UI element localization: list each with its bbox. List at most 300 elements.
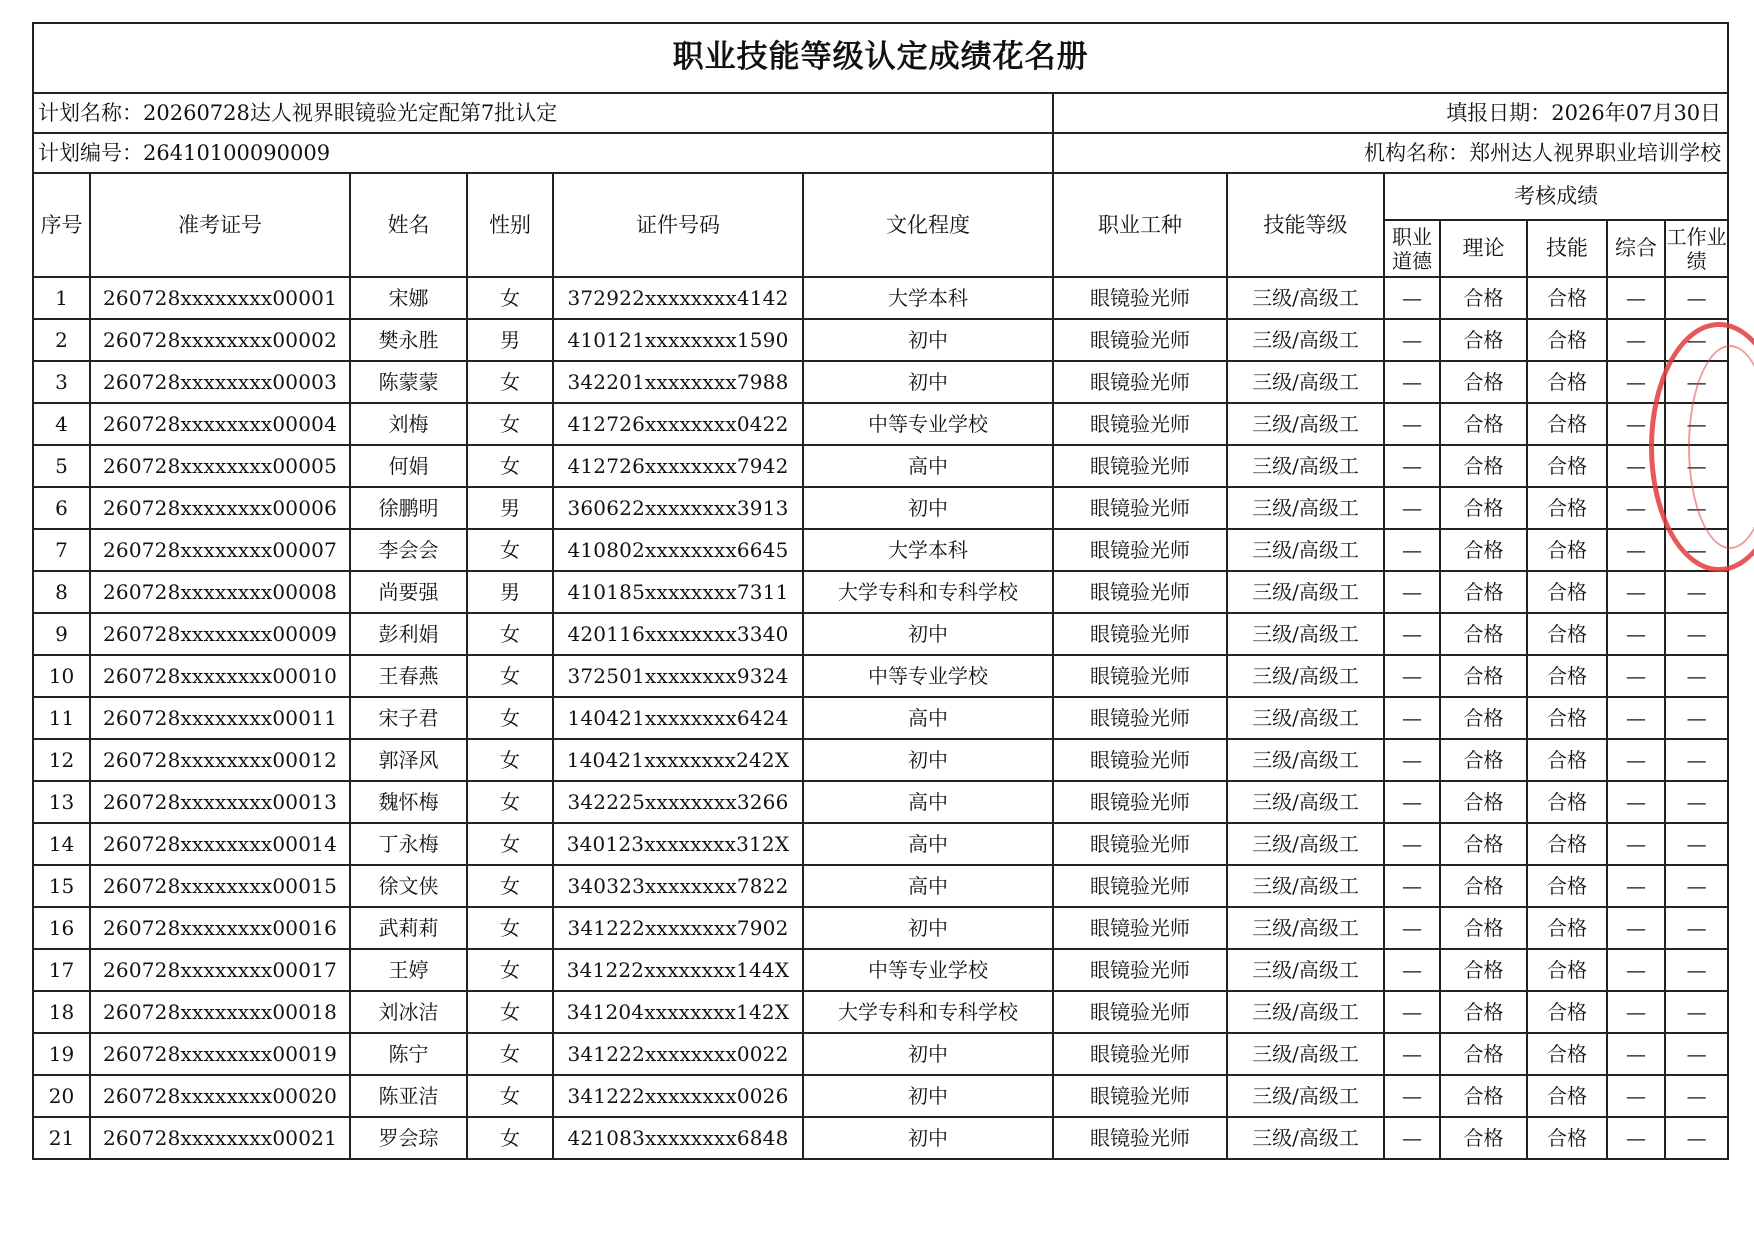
cell-occupation: 眼镜验光师	[1053, 613, 1227, 655]
cell-gender: 女	[467, 1075, 553, 1117]
cell-name: 徐文侠	[350, 865, 467, 907]
cell-skill: 合格	[1527, 277, 1607, 319]
cell-occupation: 眼镜验光师	[1053, 571, 1227, 613]
cell-comprehensive: —	[1607, 571, 1665, 613]
cell-performance: —	[1665, 655, 1728, 697]
cell-performance: —	[1665, 739, 1728, 781]
cell-gender: 女	[467, 655, 553, 697]
cell-comprehensive: —	[1607, 361, 1665, 403]
cell-skill: 合格	[1527, 781, 1607, 823]
table-row	[33, 1033, 1728, 1075]
cell-education: 初中	[803, 1117, 1053, 1159]
cell-theory: 合格	[1440, 1117, 1527, 1159]
cell-level: 三级/高级工	[1227, 781, 1384, 823]
header-level: 技能等级	[1227, 173, 1384, 277]
cell-name: 李会会	[350, 529, 467, 571]
cell-gender: 女	[467, 907, 553, 949]
cell-skill: 合格	[1527, 697, 1607, 739]
cell-gender: 女	[467, 403, 553, 445]
cell-comprehensive: —	[1607, 487, 1665, 529]
cell-performance: —	[1665, 361, 1728, 403]
cell-performance: —	[1665, 781, 1728, 823]
cell-education: 初中	[803, 613, 1053, 655]
cell-occupation: 眼镜验光师	[1053, 991, 1227, 1033]
cell-exam-no: 260728xxxxxxxx00002	[90, 319, 350, 361]
cell-occupation: 眼镜验光师	[1053, 1117, 1227, 1159]
cell-id-no: 360622xxxxxxxx3913	[553, 487, 803, 529]
cell-level: 三级/高级工	[1227, 1075, 1384, 1117]
cell-exam-no: 260728xxxxxxxx00018	[90, 991, 350, 1033]
header-exam-no: 准考证号	[90, 173, 350, 277]
cell-ethics: —	[1384, 613, 1440, 655]
cell-name: 何娟	[350, 445, 467, 487]
cell-level: 三级/高级工	[1227, 739, 1384, 781]
cell-ethics: —	[1384, 781, 1440, 823]
cell-seq: 12	[33, 739, 90, 781]
cell-id-no: 410802xxxxxxxx6645	[553, 529, 803, 571]
cell-exam-no: 260728xxxxxxxx00015	[90, 865, 350, 907]
cell-gender: 女	[467, 277, 553, 319]
cell-level: 三级/高级工	[1227, 655, 1384, 697]
table-row	[33, 865, 1728, 907]
cell-level: 三级/高级工	[1227, 823, 1384, 865]
cell-skill: 合格	[1527, 823, 1607, 865]
cell-performance: —	[1665, 319, 1728, 361]
cell-comprehensive: —	[1607, 991, 1665, 1033]
cell-occupation: 眼镜验光师	[1053, 403, 1227, 445]
cell-name: 罗会琮	[350, 1117, 467, 1159]
cell-comprehensive: —	[1607, 655, 1665, 697]
cell-exam-no: 260728xxxxxxxx00014	[90, 823, 350, 865]
cell-occupation: 眼镜验光师	[1053, 445, 1227, 487]
header-gender: 性别	[467, 173, 553, 277]
cell-ethics: —	[1384, 739, 1440, 781]
cell-exam-no: 260728xxxxxxxx00001	[90, 277, 350, 319]
cell-level: 三级/高级工	[1227, 907, 1384, 949]
cell-gender: 女	[467, 865, 553, 907]
header-comprehensive: 综合	[1607, 220, 1665, 277]
cell-education: 大学本科	[803, 277, 1053, 319]
roster-table	[32, 22, 1729, 1160]
cell-occupation: 眼镜验光师	[1053, 739, 1227, 781]
cell-seq: 4	[33, 403, 90, 445]
cell-level: 三级/高级工	[1227, 865, 1384, 907]
cell-skill: 合格	[1527, 613, 1607, 655]
cell-exam-no: 260728xxxxxxxx00012	[90, 739, 350, 781]
cell-seq: 16	[33, 907, 90, 949]
cell-seq: 2	[33, 319, 90, 361]
cell-performance: —	[1665, 529, 1728, 571]
cell-education: 高中	[803, 823, 1053, 865]
table-row	[33, 655, 1728, 697]
table-row	[33, 529, 1728, 571]
cell-name: 陈亚洁	[350, 1075, 467, 1117]
fill-date-label: 填报日期：	[1446, 100, 1552, 125]
cell-seq: 8	[33, 571, 90, 613]
cell-seq: 1	[33, 277, 90, 319]
cell-name: 刘冰洁	[350, 991, 467, 1033]
cell-exam-no: 260728xxxxxxxx00006	[90, 487, 350, 529]
table-row	[33, 487, 1728, 529]
cell-performance: —	[1665, 865, 1728, 907]
cell-gender: 男	[467, 319, 553, 361]
table-row	[33, 1075, 1728, 1117]
cell-comprehensive: —	[1607, 277, 1665, 319]
cell-name: 丁永梅	[350, 823, 467, 865]
cell-id-no: 410185xxxxxxxx7311	[553, 571, 803, 613]
cell-gender: 女	[467, 361, 553, 403]
table-row	[33, 781, 1728, 823]
cell-exam-no: 260728xxxxxxxx00003	[90, 361, 350, 403]
cell-seq: 6	[33, 487, 90, 529]
cell-level: 三级/高级工	[1227, 361, 1384, 403]
plan-no-value: 26410100090009	[143, 140, 331, 165]
cell-education: 初中	[803, 907, 1053, 949]
cell-comprehensive: —	[1607, 319, 1665, 361]
table-row	[33, 907, 1728, 949]
cell-performance: —	[1665, 571, 1728, 613]
table-row	[33, 445, 1728, 487]
cell-education: 初中	[803, 1075, 1053, 1117]
cell-name: 宋娜	[350, 277, 467, 319]
cell-exam-no: 260728xxxxxxxx00016	[90, 907, 350, 949]
cell-name: 彭利娟	[350, 613, 467, 655]
cell-comprehensive: —	[1607, 823, 1665, 865]
table-row	[33, 1117, 1728, 1159]
cell-seq: 21	[33, 1117, 90, 1159]
cell-theory: 合格	[1440, 319, 1527, 361]
cell-education: 大学专科和专科学校	[803, 571, 1053, 613]
cell-skill: 合格	[1527, 403, 1607, 445]
cell-exam-no: 260728xxxxxxxx00004	[90, 403, 350, 445]
cell-id-no: 341222xxxxxxxx0026	[553, 1075, 803, 1117]
cell-performance: —	[1665, 277, 1728, 319]
cell-skill: 合格	[1527, 949, 1607, 991]
cell-seq: 19	[33, 1033, 90, 1075]
cell-seq: 10	[33, 655, 90, 697]
cell-exam-no: 260728xxxxxxxx00010	[90, 655, 350, 697]
plan-name-cell	[33, 93, 1053, 133]
cell-ethics: —	[1384, 1117, 1440, 1159]
cell-skill: 合格	[1527, 529, 1607, 571]
cell-theory: 合格	[1440, 361, 1527, 403]
cell-skill: 合格	[1527, 907, 1607, 949]
cell-level: 三级/高级工	[1227, 319, 1384, 361]
cell-name: 郭泽风	[350, 739, 467, 781]
cell-exam-no: 260728xxxxxxxx00007	[90, 529, 350, 571]
cell-theory: 合格	[1440, 823, 1527, 865]
header-name: 姓名	[350, 173, 467, 277]
cell-seq: 9	[33, 613, 90, 655]
cell-performance: —	[1665, 949, 1728, 991]
cell-exam-no: 260728xxxxxxxx00005	[90, 445, 350, 487]
cell-exam-no: 260728xxxxxxxx00021	[90, 1117, 350, 1159]
table-row	[33, 613, 1728, 655]
cell-occupation: 眼镜验光师	[1053, 1075, 1227, 1117]
cell-gender: 女	[467, 991, 553, 1033]
cell-comprehensive: —	[1607, 529, 1665, 571]
cell-theory: 合格	[1440, 865, 1527, 907]
cell-theory: 合格	[1440, 1075, 1527, 1117]
cell-occupation: 眼镜验光师	[1053, 319, 1227, 361]
cell-education: 大学本科	[803, 529, 1053, 571]
cell-id-no: 140421xxxxxxxx6424	[553, 697, 803, 739]
cell-name: 王春燕	[350, 655, 467, 697]
cell-theory: 合格	[1440, 445, 1527, 487]
cell-ethics: —	[1384, 319, 1440, 361]
table-row	[33, 949, 1728, 991]
cell-performance: —	[1665, 1117, 1728, 1159]
cell-exam-no: 260728xxxxxxxx00020	[90, 1075, 350, 1117]
cell-skill: 合格	[1527, 1117, 1607, 1159]
cell-seq: 5	[33, 445, 90, 487]
cell-comprehensive: —	[1607, 949, 1665, 991]
roster-body	[33, 277, 1728, 1159]
cell-exam-no: 260728xxxxxxxx00008	[90, 571, 350, 613]
table-row	[33, 319, 1728, 361]
page-title: 职业技能等级认定成绩花名册	[33, 23, 1728, 93]
cell-education: 初中	[803, 1033, 1053, 1075]
cell-education: 高中	[803, 781, 1053, 823]
cell-id-no: 341222xxxxxxxx144X	[553, 949, 803, 991]
cell-ethics: —	[1384, 277, 1440, 319]
cell-ethics: —	[1384, 655, 1440, 697]
cell-theory: 合格	[1440, 739, 1527, 781]
cell-occupation: 眼镜验光师	[1053, 907, 1227, 949]
cell-comprehensive: —	[1607, 865, 1665, 907]
cell-ethics: —	[1384, 571, 1440, 613]
cell-occupation: 眼镜验光师	[1053, 529, 1227, 571]
cell-id-no: 372922xxxxxxxx4142	[553, 277, 803, 319]
cell-theory: 合格	[1440, 403, 1527, 445]
cell-id-no: 140421xxxxxxxx242X	[553, 739, 803, 781]
cell-seq: 20	[33, 1075, 90, 1117]
cell-skill: 合格	[1527, 1075, 1607, 1117]
cell-gender: 女	[467, 781, 553, 823]
cell-exam-no: 260728xxxxxxxx00013	[90, 781, 350, 823]
table-row	[33, 823, 1728, 865]
cell-performance: —	[1665, 613, 1728, 655]
cell-seq: 7	[33, 529, 90, 571]
cell-comprehensive: —	[1607, 1033, 1665, 1075]
cell-comprehensive: —	[1607, 613, 1665, 655]
cell-education: 高中	[803, 697, 1053, 739]
cell-theory: 合格	[1440, 529, 1527, 571]
plan-name-label: 计划名称：	[38, 100, 143, 125]
cell-name: 魏怀梅	[350, 781, 467, 823]
cell-comprehensive: —	[1607, 445, 1665, 487]
header-occupation: 职业工种	[1053, 173, 1227, 277]
header-id-no: 证件号码	[553, 173, 803, 277]
cell-id-no: 421083xxxxxxxx6848	[553, 1117, 803, 1159]
cell-performance: —	[1665, 487, 1728, 529]
cell-ethics: —	[1384, 949, 1440, 991]
cell-gender: 女	[467, 613, 553, 655]
cell-performance: —	[1665, 1075, 1728, 1117]
cell-skill: 合格	[1527, 865, 1607, 907]
cell-skill: 合格	[1527, 445, 1607, 487]
cell-theory: 合格	[1440, 949, 1527, 991]
cell-ethics: —	[1384, 823, 1440, 865]
cell-performance: —	[1665, 907, 1728, 949]
cell-level: 三级/高级工	[1227, 949, 1384, 991]
cell-level: 三级/高级工	[1227, 1033, 1384, 1075]
cell-comprehensive: —	[1607, 1075, 1665, 1117]
cell-theory: 合格	[1440, 781, 1527, 823]
cell-performance: —	[1665, 1033, 1728, 1075]
cell-id-no: 412726xxxxxxxx7942	[553, 445, 803, 487]
table-row	[33, 277, 1728, 319]
cell-id-no: 341204xxxxxxxx142X	[553, 991, 803, 1033]
fill-date-value: 2026年07月30日	[1551, 100, 1722, 125]
cell-name: 王婷	[350, 949, 467, 991]
cell-id-no: 340123xxxxxxxx312X	[553, 823, 803, 865]
cell-level: 三级/高级工	[1227, 403, 1384, 445]
cell-id-no: 341222xxxxxxxx7902	[553, 907, 803, 949]
cell-theory: 合格	[1440, 907, 1527, 949]
cell-id-no: 412726xxxxxxxx0422	[553, 403, 803, 445]
org-name-value: 郑州达人视界职业培训学校	[1469, 140, 1722, 165]
cell-exam-no: 260728xxxxxxxx00017	[90, 949, 350, 991]
cell-theory: 合格	[1440, 1033, 1527, 1075]
cell-occupation: 眼镜验光师	[1053, 361, 1227, 403]
cell-ethics: —	[1384, 487, 1440, 529]
cell-performance: —	[1665, 403, 1728, 445]
cell-theory: 合格	[1440, 613, 1527, 655]
cell-id-no: 342201xxxxxxxx7988	[553, 361, 803, 403]
cell-theory: 合格	[1440, 697, 1527, 739]
cell-occupation: 眼镜验光师	[1053, 865, 1227, 907]
cell-seq: 17	[33, 949, 90, 991]
cell-performance: —	[1665, 445, 1728, 487]
cell-level: 三级/高级工	[1227, 571, 1384, 613]
cell-name: 徐鹏明	[350, 487, 467, 529]
cell-theory: 合格	[1440, 277, 1527, 319]
cell-id-no: 342225xxxxxxxx3266	[553, 781, 803, 823]
cell-education: 中等专业学校	[803, 949, 1053, 991]
cell-skill: 合格	[1527, 991, 1607, 1033]
cell-gender: 男	[467, 571, 553, 613]
cell-ethics: —	[1384, 361, 1440, 403]
header-theory: 理论	[1440, 220, 1527, 277]
header-scores: 考核成绩	[1384, 173, 1728, 220]
cell-gender: 女	[467, 949, 553, 991]
cell-performance: —	[1665, 991, 1728, 1033]
cell-theory: 合格	[1440, 487, 1527, 529]
org-name-cell	[1053, 133, 1728, 173]
cell-occupation: 眼镜验光师	[1053, 949, 1227, 991]
cell-education: 初中	[803, 361, 1053, 403]
table-row	[33, 991, 1728, 1033]
cell-seq: 11	[33, 697, 90, 739]
cell-occupation: 眼镜验光师	[1053, 823, 1227, 865]
header-seq: 序号	[33, 173, 90, 277]
cell-id-no: 410121xxxxxxxx1590	[553, 319, 803, 361]
cell-occupation: 眼镜验光师	[1053, 655, 1227, 697]
cell-name: 樊永胜	[350, 319, 467, 361]
cell-id-no: 372501xxxxxxxx9324	[553, 655, 803, 697]
org-name-label: 机构名称：	[1364, 140, 1470, 165]
cell-skill: 合格	[1527, 319, 1607, 361]
official-seal-ring	[1688, 345, 1754, 549]
table-row	[33, 361, 1728, 403]
cell-gender: 女	[467, 445, 553, 487]
cell-level: 三级/高级工	[1227, 277, 1384, 319]
cell-gender: 女	[467, 697, 553, 739]
cell-name: 宋子君	[350, 697, 467, 739]
header-skill: 技能	[1527, 220, 1607, 277]
cell-exam-no: 260728xxxxxxxx00011	[90, 697, 350, 739]
cell-skill: 合格	[1527, 739, 1607, 781]
cell-gender: 女	[467, 739, 553, 781]
cell-occupation: 眼镜验光师	[1053, 781, 1227, 823]
cell-gender: 女	[467, 1033, 553, 1075]
fill-date-cell	[1053, 93, 1728, 133]
cell-education: 高中	[803, 445, 1053, 487]
cell-theory: 合格	[1440, 991, 1527, 1033]
cell-name: 陈蒙蒙	[350, 361, 467, 403]
cell-id-no: 340323xxxxxxxx7822	[553, 865, 803, 907]
table-row	[33, 697, 1728, 739]
cell-name: 陈宁	[350, 1033, 467, 1075]
cell-ethics: —	[1384, 907, 1440, 949]
cell-education: 中等专业学校	[803, 403, 1053, 445]
header-performance: 工作业绩	[1665, 220, 1728, 277]
cell-seq: 13	[33, 781, 90, 823]
header-education: 文化程度	[803, 173, 1053, 277]
cell-level: 三级/高级工	[1227, 487, 1384, 529]
cell-exam-no: 260728xxxxxxxx00009	[90, 613, 350, 655]
cell-performance: —	[1665, 697, 1728, 739]
table-row	[33, 739, 1728, 781]
cell-seq: 15	[33, 865, 90, 907]
roster-sheet	[32, 22, 1727, 1160]
cell-education: 高中	[803, 865, 1053, 907]
cell-level: 三级/高级工	[1227, 529, 1384, 571]
cell-level: 三级/高级工	[1227, 1117, 1384, 1159]
cell-performance: —	[1665, 823, 1728, 865]
cell-id-no: 341222xxxxxxxx0022	[553, 1033, 803, 1075]
cell-level: 三级/高级工	[1227, 613, 1384, 655]
plan-name-value: 20260728达人视界眼镜验光定配第7批认定	[143, 100, 558, 125]
plan-no-label: 计划编号：	[38, 140, 143, 165]
cell-ethics: —	[1384, 865, 1440, 907]
cell-exam-no: 260728xxxxxxxx00019	[90, 1033, 350, 1075]
cell-seq: 18	[33, 991, 90, 1033]
cell-comprehensive: —	[1607, 1117, 1665, 1159]
cell-gender: 男	[467, 487, 553, 529]
cell-level: 三级/高级工	[1227, 991, 1384, 1033]
cell-occupation: 眼镜验光师	[1053, 1033, 1227, 1075]
cell-name: 尚要强	[350, 571, 467, 613]
cell-seq: 14	[33, 823, 90, 865]
cell-skill: 合格	[1527, 655, 1607, 697]
cell-seq: 3	[33, 361, 90, 403]
cell-ethics: —	[1384, 445, 1440, 487]
cell-skill: 合格	[1527, 1033, 1607, 1075]
table-row	[33, 571, 1728, 613]
cell-education: 初中	[803, 739, 1053, 781]
cell-level: 三级/高级工	[1227, 445, 1384, 487]
cell-gender: 女	[467, 529, 553, 571]
cell-comprehensive: —	[1607, 781, 1665, 823]
cell-education: 中等专业学校	[803, 655, 1053, 697]
cell-skill: 合格	[1527, 571, 1607, 613]
cell-name: 武莉莉	[350, 907, 467, 949]
table-row	[33, 403, 1728, 445]
cell-ethics: —	[1384, 1075, 1440, 1117]
cell-education: 初中	[803, 487, 1053, 529]
